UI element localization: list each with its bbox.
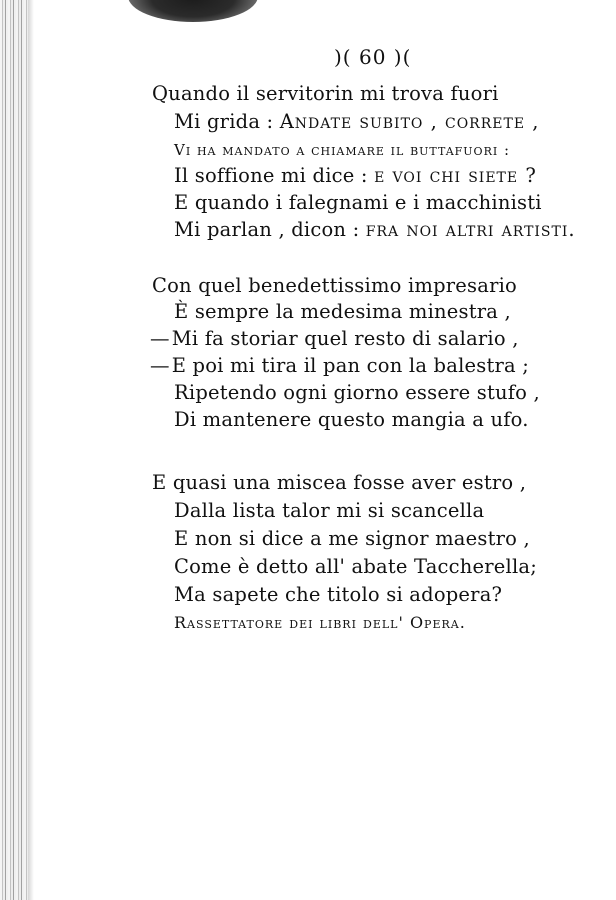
margin-dash: — — [150, 354, 170, 377]
small-caps-speech: Vi ha mandato a chiamare il buttafuori : — [174, 141, 511, 159]
verse-line — [174, 611, 466, 635]
verse-line: È sempre la medesima minestra , — [174, 300, 511, 323]
verse-line: Dalla lista talor mi si scancella — [174, 499, 485, 522]
verse-line: Ripetendo ogni giorno essere stufo , — [174, 381, 540, 404]
verse-line: Con quel benedettissimo impresario — [152, 274, 517, 297]
verse-line: Quando il servitorin mi trova fuori — [152, 82, 499, 105]
verse-line: Di mantenere questo mangia a ufo. — [174, 408, 529, 431]
small-caps-speech: Andate subito , correte , — [279, 110, 540, 133]
verse-line — [174, 138, 510, 162]
verse-line: Mi grida : Andate subito , correte , — [174, 110, 540, 133]
verse-line: Mi parlan , dicon : fra noi altri artisti. — [174, 218, 576, 241]
verse-line: E non si dice a me signor maestro , — [174, 527, 530, 550]
verse-line: — E poi mi tira il pan con la balestra ; — [150, 354, 529, 377]
verse-line: Come è detto all' abate Taccherella; — [174, 555, 538, 578]
verse-line: Il soffione mi dice : e voi chi siete ? — [174, 164, 537, 187]
verse-line: — Mi fa storiar quel resto di salario , — [150, 327, 519, 350]
verse-line: Ma sapete che titolo si adopera? — [174, 583, 503, 606]
small-caps-speech: e voi chi siete ? — [374, 164, 537, 187]
margin-dash: — — [150, 327, 170, 350]
small-caps-speech: fra noi altri artisti. — [365, 218, 576, 241]
page-number: )( 60 )( — [334, 45, 412, 69]
verse-line: E quando i falegnami e i macchinisti — [174, 191, 542, 214]
verse-line: E quasi una miscea fosse aver estro , — [152, 471, 527, 494]
small-caps-speech: Rassettatore dei libri dell' Opera. — [174, 613, 466, 632]
